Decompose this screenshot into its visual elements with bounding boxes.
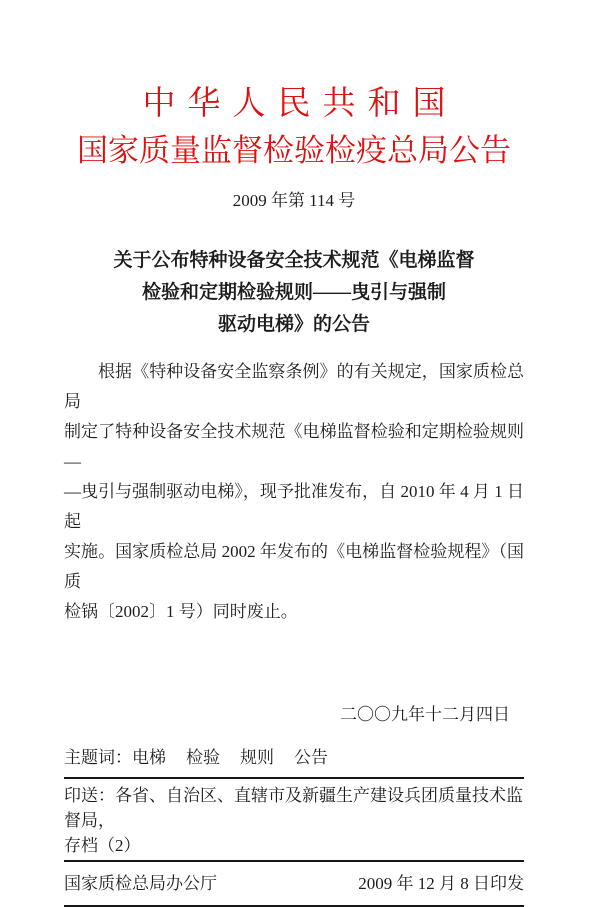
issuing-office: 国家质检总局办公厅 xyxy=(64,873,217,893)
subject-heading-line: 关于公布特种设备安全技术规范《电梯监督 xyxy=(113,249,475,271)
body-paragraph xyxy=(64,357,524,627)
country-title: 中华人民共和国 xyxy=(142,86,458,122)
subject-heading xyxy=(64,245,524,341)
body-line: 根据《特种设备安全监察条例》的有关规定，国家质检总局 xyxy=(64,361,524,411)
keywords-row xyxy=(64,743,524,768)
body-line: 制定了特种设备安全技术规范《电梯监督检验和定期检验规则— xyxy=(64,421,524,471)
document-content xyxy=(64,0,524,907)
keyword: 规则 xyxy=(240,747,274,767)
body-line: —曳引与强制驱动电梯》，现予批准发布，自 2010 年 4 月 1 日起 xyxy=(64,481,524,531)
agency-title: 国家质量监督检验检疫总局公告 xyxy=(77,132,511,168)
print-date: 2009 年 12 月 8 日印发 xyxy=(358,873,524,893)
distribution-block xyxy=(64,783,524,858)
distribution-line: 印送：各省、自治区、直辖市及新疆生产建设兵团质量技术监督局， xyxy=(64,785,523,830)
keyword: 电梯 xyxy=(132,747,166,767)
issue-date: 二〇〇九年十二月四日 xyxy=(340,704,510,724)
issuer-row xyxy=(64,862,524,903)
keyword: 检验 xyxy=(186,747,220,767)
distribution-line: 存档（2） xyxy=(64,835,141,855)
subject-heading-line: 驱动电梯》的公告 xyxy=(217,313,370,335)
keyword: 公告 xyxy=(294,747,328,767)
document-number: 2009 年第 114 号 xyxy=(232,190,356,210)
divider-rule xyxy=(64,905,524,907)
body-line: 检锅〔2002〕1 号）同时废止。 xyxy=(64,601,298,621)
body-line: 实施。国家质检总局 2002 年发布的《电梯监督检验规程》（国质 xyxy=(64,541,524,591)
keywords-label: 主题词： xyxy=(64,747,132,767)
divider-rule xyxy=(64,777,524,779)
subject-heading-line: 检验和定期检验规则——曳引与强制 xyxy=(141,281,446,303)
